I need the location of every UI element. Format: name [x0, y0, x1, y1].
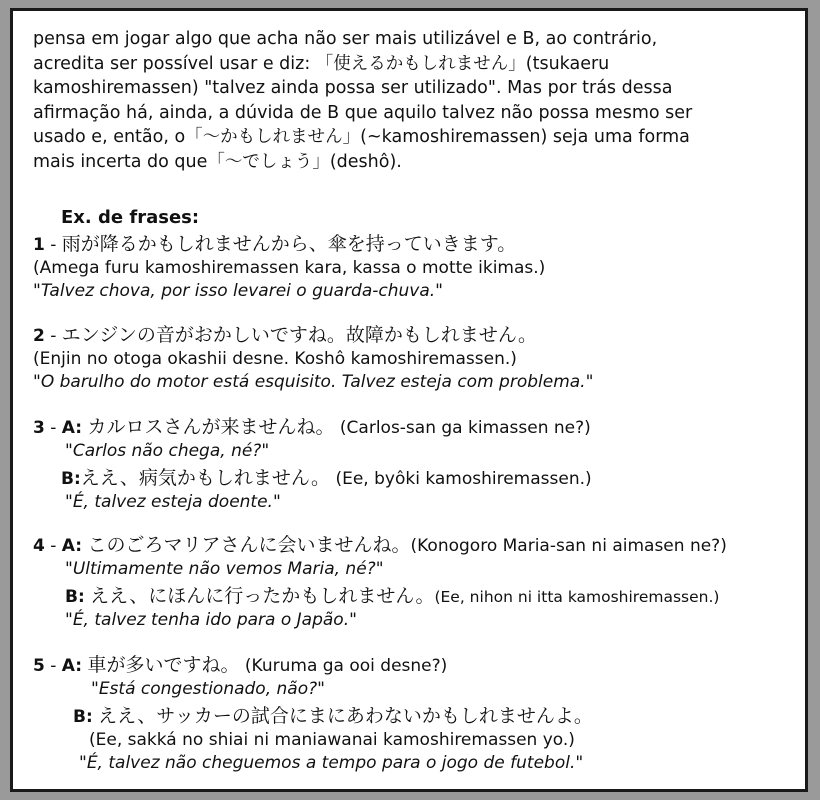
example-5	[33, 654, 593, 775]
example-dash: -	[44, 235, 62, 255]
japanese-sentence: エンジンの音がおかしいですね。故障かもしれません。	[61, 324, 537, 346]
romaji-sentence: (Amega furu kamoshiremassen kara, kassa o motte ikimas.)	[33, 258, 546, 278]
example-1	[33, 233, 545, 303]
intro-line: afirmação há, ainda, a dúvida de B que aquilo talvez não possa mesmo ser	[33, 102, 693, 123]
example-3	[33, 416, 592, 514]
example-number: 2	[33, 326, 45, 346]
translation: "É, talvez não cheguemos a tempo para o jogo de futebol."	[79, 753, 584, 773]
japanese-sentence: 雨が降るかもしれませんから、傘を持っていきます。	[61, 233, 517, 255]
romaji-sentence: (Kuruma ga ooi desne?)	[244, 656, 448, 676]
romaji-sentence: (Konogoro Maria-san ni aimasen ne?)	[410, 536, 727, 556]
example-number: 3	[33, 418, 45, 438]
japanese-sentence: ええ、にほんに行ったかもしれません。	[90, 585, 435, 607]
intro-line: kamoshiremassen) "talvez ainda possa ser utilizado". Mas por trás dessa	[33, 78, 673, 98]
example-2	[33, 324, 593, 394]
intro-line: acredita ser possível usar e diz: 「使えるかもしれません」(tsukaeru	[33, 53, 610, 74]
intro-line: pensa em jogar algo que acha não ser mais utilizável e B, ao contrário,	[33, 29, 658, 49]
speaker-a-label: A:	[61, 418, 83, 438]
japanese-sentence: このごろマリアさんに会いませんね。	[87, 534, 411, 556]
intro-line: usado e, então, o「～かもしれません」(~kamoshiremassen) seja uma forma	[33, 127, 690, 147]
intro-line: mais incerta do que「～でしょう」(deshô).	[33, 151, 402, 172]
example-number: 1	[33, 235, 45, 255]
romaji-sentence: (Ee, nihon ni itta kamoshiremassen.)	[434, 588, 720, 606]
translation: "Está congestionado, não?"	[91, 679, 325, 699]
examples-heading: Ex. de frases:	[61, 207, 200, 228]
romaji-sentence: (Ee, sakká no shiai ni maniawanai kamoshiremassen yo.)	[89, 730, 575, 750]
speaker-a-label: A:	[61, 536, 83, 556]
speaker-b-label: B:	[73, 707, 93, 727]
translation: "O barulho do motor está esquisito. Talvez esteja com problema."	[33, 372, 594, 392]
romaji-sentence: (Carlos-san ga kimassen ne?)	[339, 418, 591, 438]
example-dash: -	[44, 326, 62, 346]
romaji-sentence: (Ee, byôki kamoshiremassen.)	[335, 469, 592, 489]
speaker-b-label: B:	[61, 469, 81, 489]
romaji-sentence: (Enjin no otoga okashii desne. Koshô kamoshiremassen.)	[33, 349, 517, 369]
japanese-sentence: 車が多いですね。	[87, 654, 240, 676]
speaker-a-label: A:	[61, 656, 83, 676]
example-dash: -	[44, 536, 62, 556]
japanese-sentence: ええ、病気かもしれません。	[80, 467, 331, 489]
japanese-sentence: ええ、サッカーの試合にまにあわないかもしれませんよ。	[98, 705, 593, 727]
example-number: 4	[33, 536, 45, 556]
translation: "Carlos não chega, né?"	[65, 441, 270, 461]
intro-paragraph	[33, 27, 783, 174]
translation: "Ultimamente não vemos Maria, né?"	[65, 559, 384, 579]
japanese-sentence: カルロスさんが来ませんね。	[87, 416, 335, 438]
example-dash: -	[44, 656, 62, 676]
example-4	[33, 534, 727, 632]
example-dash: -	[44, 418, 62, 438]
translation: "É, talvez esteja doente."	[65, 492, 281, 512]
translation: "É, talvez tenha ido para o Japão."	[65, 610, 357, 630]
translation: "Talvez chova, por isso levarei o guarda-chuva."	[33, 281, 443, 301]
example-number: 5	[33, 656, 45, 676]
speaker-b-label: B:	[65, 587, 85, 607]
page-frame	[10, 8, 808, 792]
